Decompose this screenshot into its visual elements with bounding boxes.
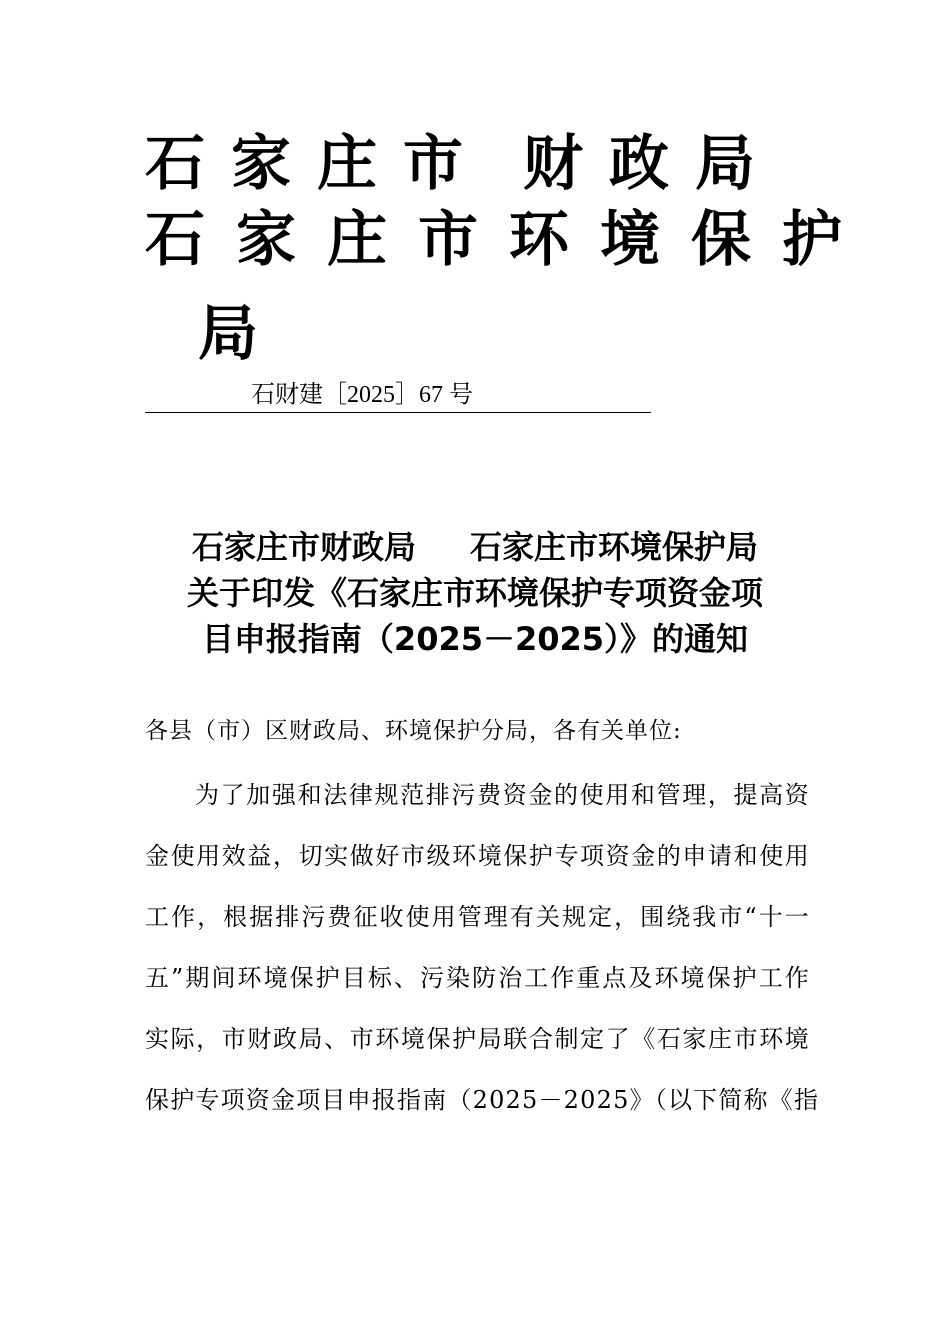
body-line: 工作，根据排污费征收使用管理有关规定，围绕我市“十一 (145, 903, 810, 931)
document-number: 石财建［2025］67 号 (251, 382, 473, 408)
body-line: 保护专项资金项目申报指南（2025－2025》（以下简称《指 (145, 1086, 820, 1114)
body-paragraph (145, 780, 820, 1146)
org1-part2: 财政局 (523, 129, 781, 199)
title-line-2: 关于印发《石家庄市环境保护专项资金项 (186, 574, 763, 612)
body-line: 金使用效益，切实做好市级环境保护专项资金的申请和使用 (145, 842, 810, 870)
org1-part1: 石家庄市 (145, 129, 489, 199)
issuing-org-environment-bureau: 石家庄市环境保护 (145, 205, 873, 275)
issuing-org-finance-bureau (145, 126, 781, 202)
title-org-2: 石家庄市环境保护局 (470, 528, 759, 566)
body-line: 为了加强和法律规范排污费资金的使用和管理，提高资 (195, 781, 810, 809)
body-line: 五”期间环境保护目标、污染防治工作重点及环境保护工作 (145, 964, 810, 992)
title-org-1: 石家庄市财政局 (191, 528, 416, 566)
title-line-1 (145, 524, 805, 570)
salutation: 各县（市）区财政局、环境保护分局，各有关单位: (145, 718, 682, 744)
document-title (145, 524, 805, 662)
title-line-3: 目申报指南（2025－2025）》的通知 (201, 620, 749, 658)
body-line: 实际，市财政局、市环境保护局联合制定了《石家庄市环境 (145, 1025, 810, 1053)
issuing-org-environment-bureau-tail: 局 (198, 299, 258, 369)
document-number-line (145, 378, 651, 413)
